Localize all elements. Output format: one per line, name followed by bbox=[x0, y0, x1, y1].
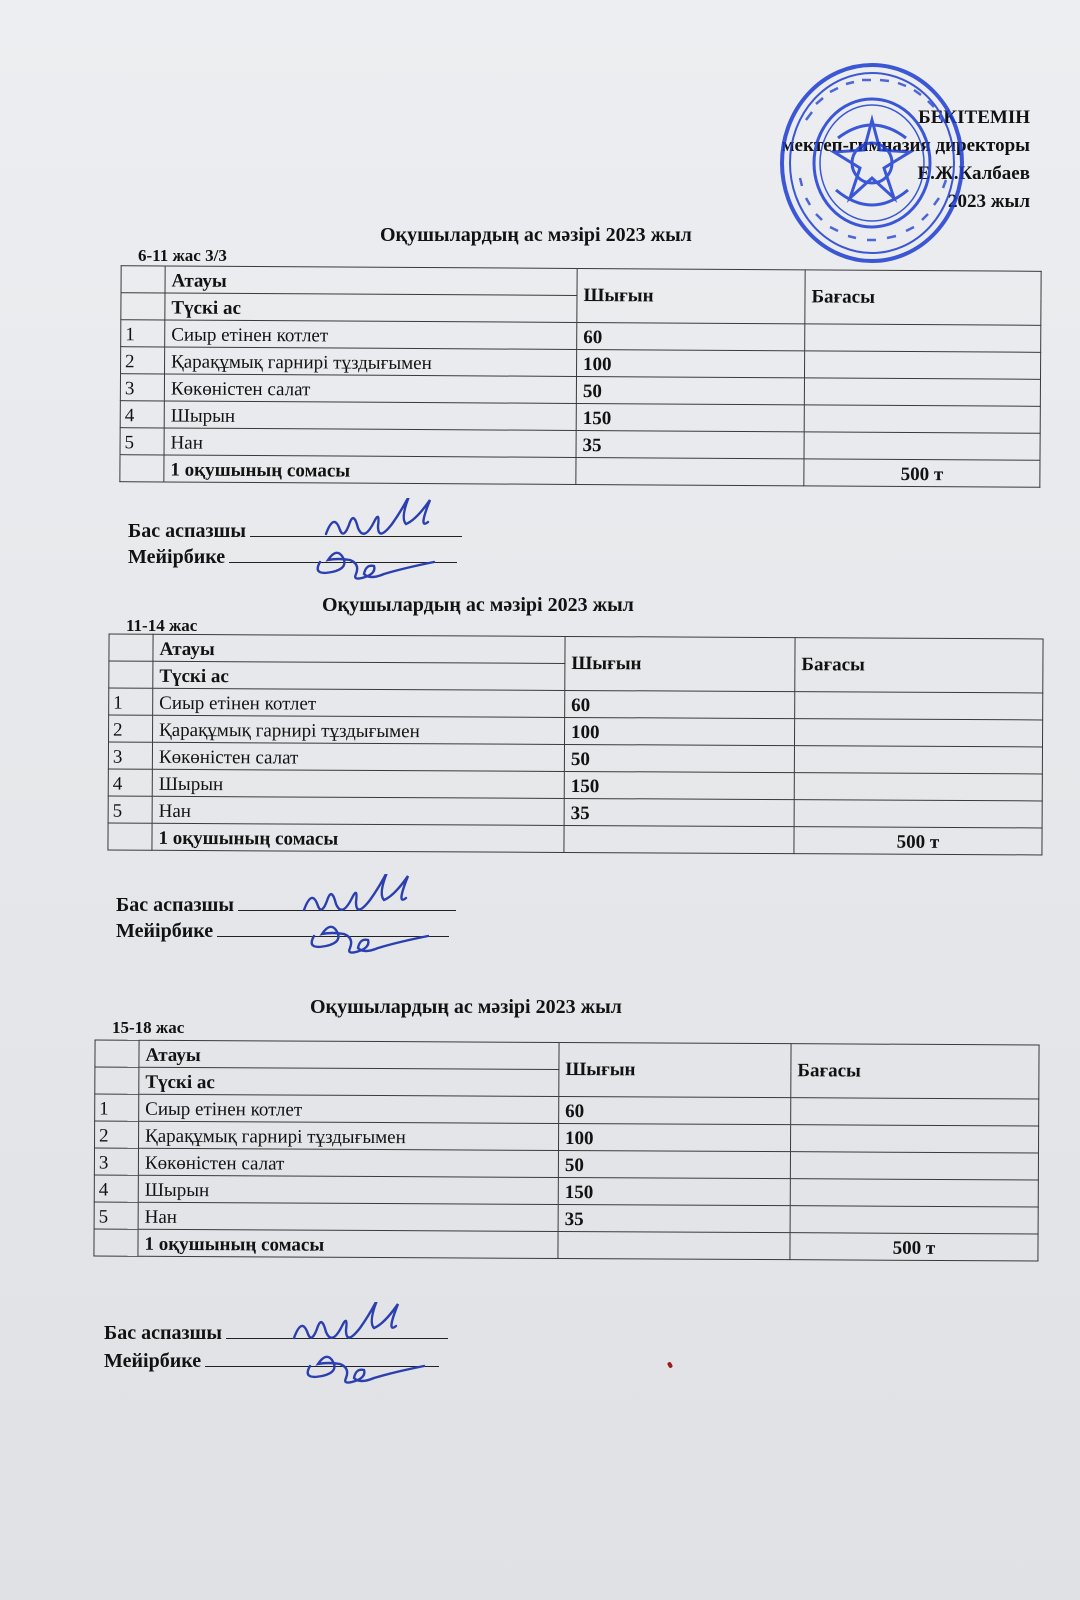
dish-amount: 150 bbox=[576, 403, 804, 431]
row-number: 5 bbox=[120, 428, 164, 455]
meal-label: Түскі ас bbox=[139, 1067, 559, 1096]
approval-position: мектеп-гимназия директоры bbox=[781, 135, 1030, 156]
row-number: 1 bbox=[95, 1094, 139, 1121]
total-price: 500 т bbox=[794, 827, 1042, 855]
dish-name: Сиыр етінен котлет bbox=[165, 320, 577, 350]
table-cell bbox=[109, 634, 153, 661]
dish-amount: 50 bbox=[576, 376, 804, 404]
total-label: 1 оқушының сомасы bbox=[164, 455, 576, 485]
table-row bbox=[108, 742, 1042, 774]
table-cell bbox=[576, 457, 804, 485]
dish-name: Сиыр етінен котлет bbox=[153, 688, 565, 717]
nurse-signature-icon bbox=[300, 1336, 440, 1386]
table-cell bbox=[95, 1067, 139, 1094]
chef-label: Бас аспазшы bbox=[128, 520, 247, 542]
ink-mark bbox=[667, 1361, 673, 1368]
total-row bbox=[120, 455, 1040, 488]
column-header-name: Атауы bbox=[139, 1040, 559, 1069]
row-number: 2 bbox=[109, 715, 153, 742]
approval-heading: БЕКІТЕМІН bbox=[918, 107, 1030, 128]
nurse-signature-icon bbox=[310, 532, 450, 582]
dish-amount: 150 bbox=[564, 771, 794, 799]
dish-price bbox=[804, 405, 1040, 433]
dish-price bbox=[794, 719, 1042, 747]
dish-price bbox=[804, 351, 1040, 379]
official-stamp-icon bbox=[776, 60, 968, 266]
total-row bbox=[108, 823, 1042, 855]
dish-amount: 100 bbox=[577, 349, 805, 377]
meal-label: Түскі ас bbox=[165, 293, 577, 323]
menu-table bbox=[119, 265, 1041, 488]
nurse-label: Мейірбике bbox=[116, 920, 214, 942]
dish-name: Көкөністен салат bbox=[152, 742, 564, 771]
dish-price bbox=[804, 432, 1040, 460]
row-number: 1 bbox=[109, 688, 153, 715]
dish-amount: 35 bbox=[564, 798, 794, 826]
column-header-price: Бағасы bbox=[805, 270, 1041, 325]
row-number: 5 bbox=[94, 1202, 138, 1229]
column-header-name: Атауы bbox=[153, 634, 565, 663]
column-header-amount: Шығын bbox=[559, 1042, 791, 1097]
dish-price bbox=[790, 1206, 1038, 1234]
dish-amount: 50 bbox=[564, 744, 794, 772]
table-row bbox=[109, 688, 1043, 720]
dish-amount: 60 bbox=[559, 1096, 791, 1124]
dish-name: Нан bbox=[164, 428, 576, 458]
column-header-price: Бағасы bbox=[795, 638, 1043, 693]
menu-table bbox=[107, 634, 1043, 856]
dish-price bbox=[805, 324, 1041, 352]
column-header-amount: Шығын bbox=[577, 268, 805, 323]
row-number: 4 bbox=[120, 401, 164, 428]
total-price: 500 т bbox=[790, 1233, 1038, 1261]
table-row bbox=[94, 1148, 1038, 1180]
age-group-label: 6-11 жас 3/3 bbox=[138, 246, 227, 265]
dish-name: Шырын bbox=[138, 1175, 558, 1204]
dish-price bbox=[790, 1179, 1038, 1207]
dish-amount: 35 bbox=[558, 1204, 790, 1232]
row-number: 3 bbox=[108, 742, 152, 769]
dish-amount: 100 bbox=[559, 1123, 791, 1151]
dish-price bbox=[790, 1125, 1038, 1153]
dish-name: Көкөністен салат bbox=[138, 1148, 558, 1177]
dish-amount: 100 bbox=[565, 717, 795, 745]
total-row bbox=[94, 1229, 1038, 1261]
chef-label: Бас аспазшы bbox=[104, 1322, 223, 1344]
age-group-label: 11-14 жас bbox=[126, 616, 198, 635]
row-number: 5 bbox=[108, 796, 152, 823]
dish-name: Сиыр етінен котлет bbox=[139, 1094, 559, 1123]
table-cell bbox=[564, 825, 794, 853]
dish-price bbox=[791, 1098, 1039, 1126]
table-cell bbox=[121, 293, 165, 320]
table-cell bbox=[109, 661, 153, 688]
menu-table bbox=[93, 1040, 1039, 1262]
dish-price bbox=[795, 692, 1043, 720]
table-row bbox=[95, 1094, 1039, 1126]
row-number: 1 bbox=[121, 320, 165, 347]
dish-name: Шырын bbox=[152, 769, 564, 798]
dish-name: Нан bbox=[138, 1202, 558, 1231]
dish-name: Шырын bbox=[164, 401, 576, 431]
dish-amount: 150 bbox=[558, 1177, 790, 1205]
dish-price bbox=[794, 800, 1042, 828]
nurse-signature-icon bbox=[304, 906, 444, 956]
menu-title: Оқушылардың ас мәзірі 2023 жыл bbox=[380, 224, 692, 246]
column-header-name: Атауы bbox=[165, 266, 577, 296]
dish-name: Көкөністен салат bbox=[164, 374, 576, 404]
table-row bbox=[109, 715, 1043, 747]
dish-amount: 60 bbox=[577, 322, 805, 350]
row-number: 2 bbox=[121, 347, 165, 374]
table-cell bbox=[95, 1040, 139, 1067]
row-number: 3 bbox=[120, 374, 164, 401]
dish-name: Қарақұмық гарнирі тұздығымен bbox=[153, 715, 565, 744]
approval-year: 2023 жыл bbox=[947, 191, 1030, 212]
dish-price bbox=[790, 1152, 1038, 1180]
dish-price bbox=[804, 378, 1040, 406]
table-cell bbox=[94, 1229, 138, 1256]
table-cell bbox=[108, 823, 152, 850]
dish-amount: 50 bbox=[558, 1150, 790, 1178]
table-row bbox=[95, 1121, 1039, 1153]
total-label: 1 оқушының сомасы bbox=[152, 823, 564, 852]
dish-name: Қарақұмық гарнирі тұздығымен bbox=[165, 347, 577, 377]
table-cell bbox=[120, 455, 164, 482]
dish-amount: 60 bbox=[565, 690, 795, 718]
dish-price bbox=[794, 773, 1042, 801]
table-cell bbox=[558, 1231, 790, 1259]
age-group-label: 15-18 жас bbox=[112, 1018, 185, 1037]
row-number: 4 bbox=[108, 769, 152, 796]
total-label: 1 оқушының сомасы bbox=[138, 1229, 558, 1258]
meal-label: Түскі ас bbox=[153, 661, 565, 690]
row-number: 3 bbox=[94, 1148, 138, 1175]
menu-title: Оқушылардың ас мәзірі 2023 жыл bbox=[310, 996, 622, 1018]
dish-amount: 35 bbox=[576, 430, 804, 458]
dish-name: Қарақұмық гарнирі тұздығымен bbox=[139, 1121, 559, 1150]
dish-price bbox=[794, 746, 1042, 774]
approval-name: Е.Ж.Калбаев bbox=[917, 163, 1030, 184]
chef-label: Бас аспазшы bbox=[116, 894, 235, 916]
dish-name: Нан bbox=[152, 796, 564, 825]
column-header-price: Бағасы bbox=[791, 1044, 1039, 1099]
menu-title: Оқушылардың ас мәзірі 2023 жыл bbox=[322, 594, 634, 616]
nurse-label: Мейірбике bbox=[128, 546, 226, 568]
nurse-label: Мейірбике bbox=[104, 1350, 202, 1372]
row-number: 2 bbox=[95, 1121, 139, 1148]
row-number: 4 bbox=[94, 1175, 138, 1202]
column-header-amount: Шығын bbox=[565, 636, 795, 691]
total-price: 500 т bbox=[804, 459, 1040, 487]
table-cell bbox=[121, 266, 165, 293]
